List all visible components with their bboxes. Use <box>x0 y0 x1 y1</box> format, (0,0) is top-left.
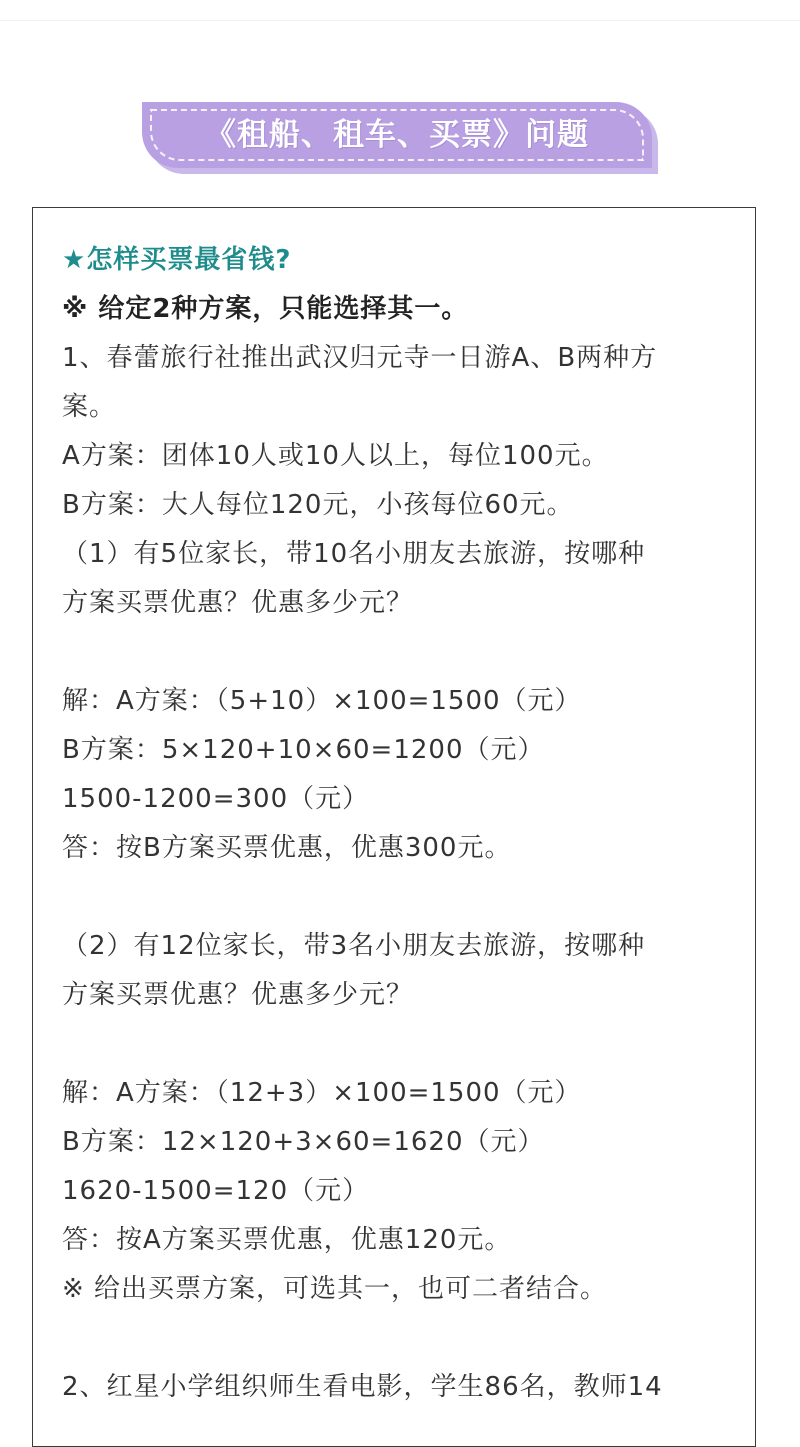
plan-b-text: B方案：大人每位120元，小孩每位60元。 <box>62 490 574 520</box>
solution-2-plan-b: B方案：12×120+3×60=1620（元） <box>62 1127 545 1157</box>
solution-1-plan-b: B方案：5×120+10×60=1200（元） <box>62 735 545 765</box>
plan-a-text: A方案：团体10人或10人以上，每位100元。 <box>62 441 609 471</box>
title-banner <box>142 102 652 168</box>
star-icon: ★ <box>62 245 87 275</box>
solution-1-plan-a: 解：A方案：（5+10）×100=1500（元） <box>62 686 582 716</box>
top-divider <box>0 20 800 21</box>
section-heading-text: 怎样买票最省钱? <box>86 245 292 275</box>
spacer <box>62 628 732 677</box>
spacer <box>62 873 732 922</box>
part-1-line-2: 方案买票优惠？优惠多少元？ <box>62 588 414 618</box>
part-1-line-1: （1）有5位家长，带10名小朋友去旅游，按哪种 <box>62 539 646 569</box>
solution-1-answer: 答：按B方案买票优惠，优惠300元。 <box>62 833 512 863</box>
page-title: 《租船、租车、买票》问题 <box>205 117 589 153</box>
solution-2-answer: 答：按A方案买票优惠，优惠120元。 <box>62 1225 512 1255</box>
solution-1-difference: 1500-1200=300（元） <box>62 784 370 814</box>
rule-note-2: ※ 给出买票方案，可选其一，也可二者结合。 <box>62 1274 608 1304</box>
rule-note-1: ※ 给定2种方案，只能选择其一。 <box>62 294 469 324</box>
question-1-line-1: 1、春蕾旅行社推出武汉归元寺一日游A、B两种方 <box>62 343 658 373</box>
article-body <box>62 236 732 1412</box>
part-2-line-2: 方案买票优惠？优惠多少元？ <box>62 980 414 1010</box>
question-2-line-1: 2、红星小学组织师生看电影，学生86名，教师14 <box>62 1372 663 1402</box>
part-2-line-1: （2）有12位家长，带3名小朋友去旅游，按哪种 <box>62 931 646 961</box>
section-heading <box>62 236 732 285</box>
solution-2-difference: 1620-1500=120（元） <box>62 1176 370 1206</box>
spacer <box>62 1314 732 1363</box>
solution-2-plan-a: 解：A方案：（12+3）×100=1500（元） <box>62 1078 582 1108</box>
question-1-line-2: 案。 <box>62 392 117 422</box>
spacer <box>62 1020 732 1069</box>
